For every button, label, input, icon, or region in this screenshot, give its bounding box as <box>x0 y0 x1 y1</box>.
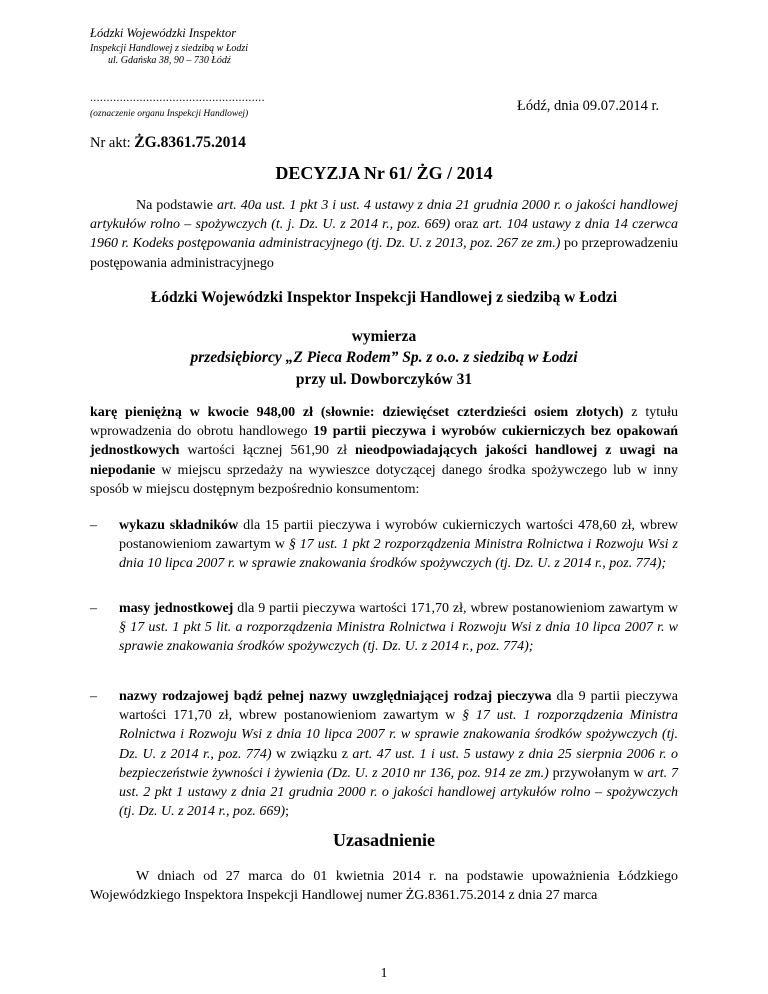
item-citation: § 17 ust. 1 pkt 2 rozporządzenia Ministra Rolnictwa i Rozwoju Wsi z dnia 10 lipca 2007 r. w sprawie znakowania środków spożywczych (tj. Dz. U. z 2014 r., poz. 774); <box>119 537 678 572</box>
list-dash: – <box>90 518 97 533</box>
basis-citation-1: art. 40a ust. 1 pkt 3 i ust. 4 ustawy z dnia 21 grudnia 2000 r. o jakości handlowej artykułów rolno – spożywczych (t. j. Dz. U. z 2014 r., poz. 669) <box>90 198 678 233</box>
penalty-reason: nieodpowiadających jakości handlowej z uwagi na niepodanie <box>90 443 678 478</box>
justification-title: Uzasadnienie <box>332 830 435 850</box>
basis-text-1: Na podstawie <box>136 198 217 213</box>
list-item <box>90 516 678 574</box>
organ-caption: (oznaczenie organu Inspekcji Handlowej) <box>90 109 249 119</box>
item-bold: masy jednostkowej <box>119 601 234 616</box>
list-item <box>90 599 678 657</box>
office-address <box>90 43 248 67</box>
item-text: dla 9 partii pieczywa wartości 171,70 zł, wbrew postanowieniom zawartym w <box>119 689 678 724</box>
address-heading: przy ul. Dowborczyków 31 <box>295 371 473 388</box>
item-text-3: przywołanym w <box>548 765 648 781</box>
verb-heading: wymierza <box>351 328 417 345</box>
office-line-1: Inspekcji Handlowej z siedzibą w Łodzi <box>90 43 249 54</box>
penalty-amount: karę pieniężną w kwocie 948,00 zł (słownie: dziewięćset czterdzieści osiem złotych) <box>90 405 624 420</box>
entrepreneur-heading: przedsiębiorcy „Z Pieca Rodem” Sp. z o.o. z siedzibą w Łodzi <box>190 349 578 366</box>
item-bold: nazwy rodzajowej bądź pełnej nazwy uwzględniającej rodzaj pieczywa <box>119 689 552 704</box>
list-dash: – <box>90 689 97 704</box>
document-date: Łódź, dnia 09.07.2014 r. <box>517 98 660 114</box>
decision-title: DECYZJA Nr 61/ ŻG / 2014 <box>275 163 493 183</box>
authority-heading: Łódzki Wojewódzki Inspektor Inspekcji Handlowej z siedzibą w Łodzi <box>150 289 618 306</box>
penalty-text-2: wartości łącznej 561,90 zł <box>179 443 355 459</box>
basis-text-3: po przeprowadzeniu postępowania administracyjnego <box>90 236 678 271</box>
signature-dots: ..................................................... <box>90 90 265 104</box>
item-citation-2: art. 47 ust. 1 i ust. 5 ustawy z dnia 25 sierpnia 2006 r. o bezpieczeństwie żywności i żywienia (Dz. U. z 2010 nr 136, poz. 914 ze zm.) <box>119 746 679 781</box>
case-number-value: ŻG.8361.75.2014 <box>134 134 246 151</box>
basis-text-2: oraz <box>450 217 483 233</box>
office-line-2: ul. Gdańska 38, 90 – 730 Łódź <box>108 55 231 66</box>
penalty-text-3: w miejscu sprzedaży na wywieszce dotyczącej danego środka spożywczego lub w inny sposób w miejscu dostępnym bezpośrednio konsumentom: <box>90 462 678 497</box>
case-number <box>90 134 246 152</box>
item-citation: § 17 ust. 1 pkt 5 lit. a rozporządzenia Ministra Rolnictwa i Rozwoju Wsi z dnia 10 lipca 2007 r. w sprawie znakowania środków spożywczych (tj. Dz. U. z 2014 r., poz. 774); <box>119 620 678 655</box>
page-number: 1 <box>380 966 388 981</box>
item-citation-3: art. 7 ust. 2 pkt 1 ustawy z dnia 21 grudnia 2000 r. o jakości handlowej artykułów rolno – spożywczych (tj. Dz. U. z 2014 r., poz. 669) <box>119 765 678 820</box>
case-number-label: Nr akt: <box>90 135 135 151</box>
justification-text: W dniach od 27 marca do 01 kwietnia 2014 r. na podstawie upoważnienia Łódzkiego Wojewódzkiego Inspektora Inspekcji Handlowej numer ŻG.8361.75.2014 z dnia 27 marca <box>90 869 678 904</box>
list-dash: – <box>90 601 97 616</box>
office-name: Łódzki Wojewódzki Inspektor <box>90 26 237 40</box>
item-text-2: w związku z <box>271 746 353 762</box>
item-text: dla 15 partii pieczywa i wyrobów cukierniczych wartości 478,60 zł, wbrew postanowieniom zawartym w <box>119 518 678 553</box>
legal-basis-paragraph <box>90 196 678 273</box>
justification-paragraph <box>90 867 678 905</box>
item-text-4: ; <box>285 804 289 820</box>
item-text: dla 9 partii pieczywa wartości 171,70 zł, wbrew postanowieniom zawartym w <box>233 601 678 616</box>
item-bold: wykazu składników <box>119 518 239 533</box>
penalty-text-1: z tytułu wprowadzenia do obrotu handlowego <box>90 405 678 440</box>
item-citation: § 17 ust. 1 rozporządzenia Ministra Rolnictwa i Rozwoju Wsi z dnia 10 lipca 2007 r. w sprawie znakowania środków spożywczych (tj. Dz. U. z 2014 r., poz. 774) <box>119 708 678 762</box>
basis-citation-2: art. 104 ustawy z dnia 14 czerwca 1960 r. Kodeks postępowania administracyjnego (tj. Dz. U. z 2013, poz. 267 ze zm.) <box>90 217 678 252</box>
penalty-batches: 19 partii pieczywa i wyrobów cukierniczych bez opakowań jednostkowych <box>90 424 678 459</box>
list-item <box>90 687 678 821</box>
penalty-paragraph <box>90 403 678 499</box>
